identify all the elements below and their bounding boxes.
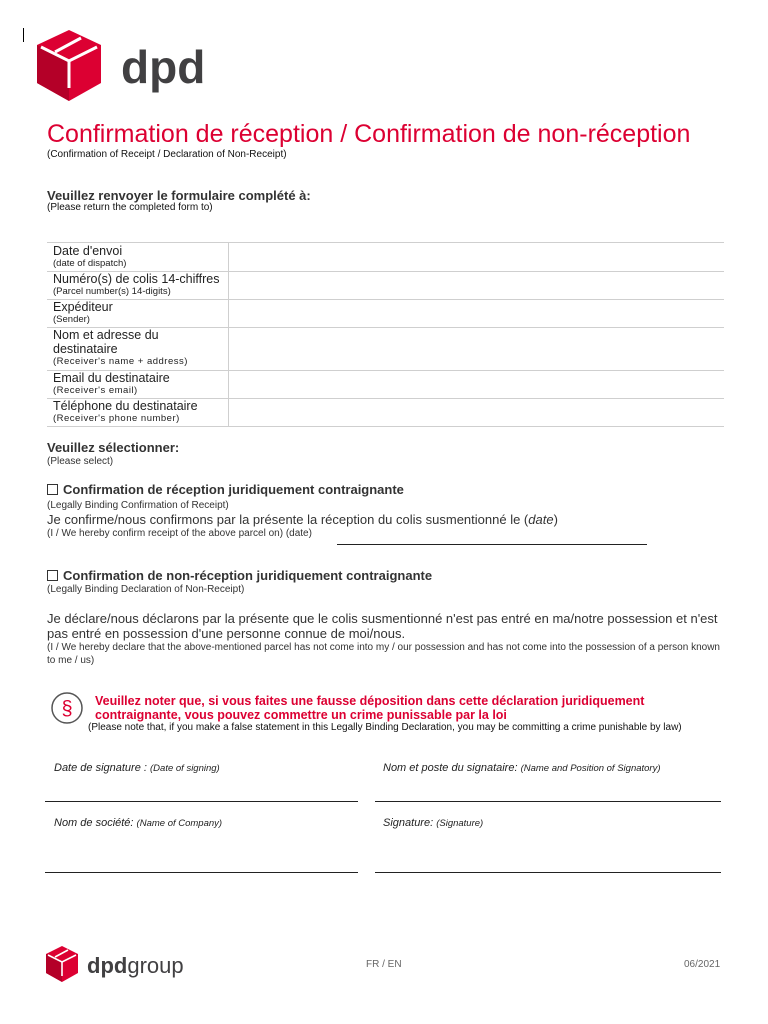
return-label: Veuillez renvoyer le formulaire complété à: xyxy=(47,188,311,203)
page-title: Confirmation de réception / Confirmation de non-réception xyxy=(47,120,691,148)
non-receipt-statement: Je déclare/nous déclarons par la présente que le colis susmentionné n'est pas entré en ma/notre possession et n'est pas entré en possession d'une personne connue de moi/nous. xyxy=(47,611,718,641)
row-label: Email du destinataire xyxy=(53,371,170,385)
page-subtitle: (Confirmation of Receipt / Declaration of Non-Receipt) xyxy=(47,149,287,160)
receipt-checkbox[interactable] xyxy=(47,484,58,495)
signatory-name-line[interactable] xyxy=(375,801,721,802)
row-label-en: (Receiver's name + address) xyxy=(53,356,188,367)
notice-text: Veuillez noter que, si vous faites une fausse déposition dans cette déclaration juridiquement contraignante, vous pouvez commettre un crime punissable par la loi xyxy=(95,694,645,722)
row-label: Téléphone du destinataire xyxy=(53,399,198,413)
receipt-statement-text: Je confirme/nous confirmons par la présente la réception du colis susmentionné le ( xyxy=(47,512,529,527)
receipt-option-en: (Legally Binding Confirmation of Receipt) xyxy=(47,500,229,511)
sender-field[interactable] xyxy=(229,300,725,328)
dpdgroup-logo xyxy=(45,945,195,988)
receipt-date-line[interactable] xyxy=(337,544,647,545)
row-label: Nom et adresse du destinataire xyxy=(53,328,159,356)
label-cell xyxy=(47,328,229,371)
non-receipt-checkbox[interactable] xyxy=(47,570,58,581)
table-row xyxy=(47,243,724,272)
non-receipt-option-en: (Legally Binding Declaration of Non-Receipt) xyxy=(47,584,245,595)
non-receipt-option-label: Confirmation de non-réception juridiquement contraignante xyxy=(63,568,433,583)
svg-text:dpdgroup: dpdgroup xyxy=(87,953,184,978)
select-label-en: (Please select) xyxy=(47,456,114,467)
signature-label: Signature: (Signature) xyxy=(383,817,484,829)
receipt-statement-close: ) xyxy=(553,512,558,527)
receipt-statement-date: date xyxy=(528,512,554,527)
select-label: Veuillez sélectionner: xyxy=(47,440,180,455)
label-cell xyxy=(47,272,229,300)
parcel-number-field[interactable] xyxy=(229,272,725,300)
footer-version: 06/2021 xyxy=(684,959,721,970)
label-cell xyxy=(47,399,229,427)
row-label-en: (Sender) xyxy=(53,314,90,325)
receipt-statement-en: (I / We hereby confirm receipt of the above parcel on) (date) xyxy=(47,528,312,539)
row-label-en: (Receiver's email) xyxy=(53,385,138,396)
signatory-name-label: Nom et poste du signataire: (Name and Position of Signatory) xyxy=(383,762,661,774)
text-cursor xyxy=(23,28,24,42)
non-receipt-option[interactable] xyxy=(47,568,432,583)
info-table xyxy=(47,242,724,427)
table-row xyxy=(47,300,724,328)
signing-date-label: Date de signature : (Date of signing) xyxy=(54,762,220,774)
svg-text:§: § xyxy=(61,698,73,720)
receiver-address-field[interactable] xyxy=(229,328,725,371)
row-label-en: (Parcel number(s) 14-digits) xyxy=(53,286,171,297)
date-dispatch-field[interactable] xyxy=(229,243,725,272)
notice-text-en: (Please note that, if you make a false statement in this Legally Binding Declaration, you may be committing a crime punishable by law) xyxy=(88,722,682,733)
dpd-logo xyxy=(35,28,215,109)
return-label-en: (Please return the completed form to) xyxy=(47,202,213,213)
receipt-option-label: Confirmation de réception juridiquement contraignante xyxy=(63,482,404,497)
table-row xyxy=(47,272,724,300)
table-row xyxy=(47,371,724,399)
label-cell xyxy=(47,243,229,272)
row-label-en: (date of dispatch) xyxy=(53,258,127,269)
non-receipt-statement-en: (I / We hereby declare that the above-mentioned parcel has not come into my / our possession and has not come into the possession of a person known to me / us) xyxy=(47,642,720,666)
receiver-phone-field[interactable] xyxy=(229,399,725,427)
row-label-en: (Receiver's phone number) xyxy=(53,413,180,424)
dpd-cube-icon xyxy=(46,946,78,982)
company-name-line[interactable] xyxy=(45,872,358,873)
table-row xyxy=(47,328,724,371)
notice-icon-wrap xyxy=(47,688,87,733)
row-label: Expéditeur xyxy=(53,300,113,314)
svg-text:dpd: dpd xyxy=(121,41,206,93)
receipt-statement xyxy=(47,512,558,527)
company-name-label: Nom de société: (Name of Company) xyxy=(54,817,223,829)
footer-language: FR / EN xyxy=(366,959,402,970)
dpd-cube-icon xyxy=(37,30,101,101)
row-label: Numéro(s) de colis 14-chiffres xyxy=(53,272,220,286)
section-sign-icon xyxy=(47,688,87,728)
signature-line[interactable] xyxy=(375,872,721,873)
table-row xyxy=(47,399,724,427)
signing-date-line[interactable] xyxy=(45,801,358,802)
receiver-email-field[interactable] xyxy=(229,371,725,399)
label-cell xyxy=(47,371,229,399)
row-label: Date d'envoi xyxy=(53,244,123,258)
receipt-option[interactable] xyxy=(47,482,404,497)
label-cell xyxy=(47,300,229,328)
